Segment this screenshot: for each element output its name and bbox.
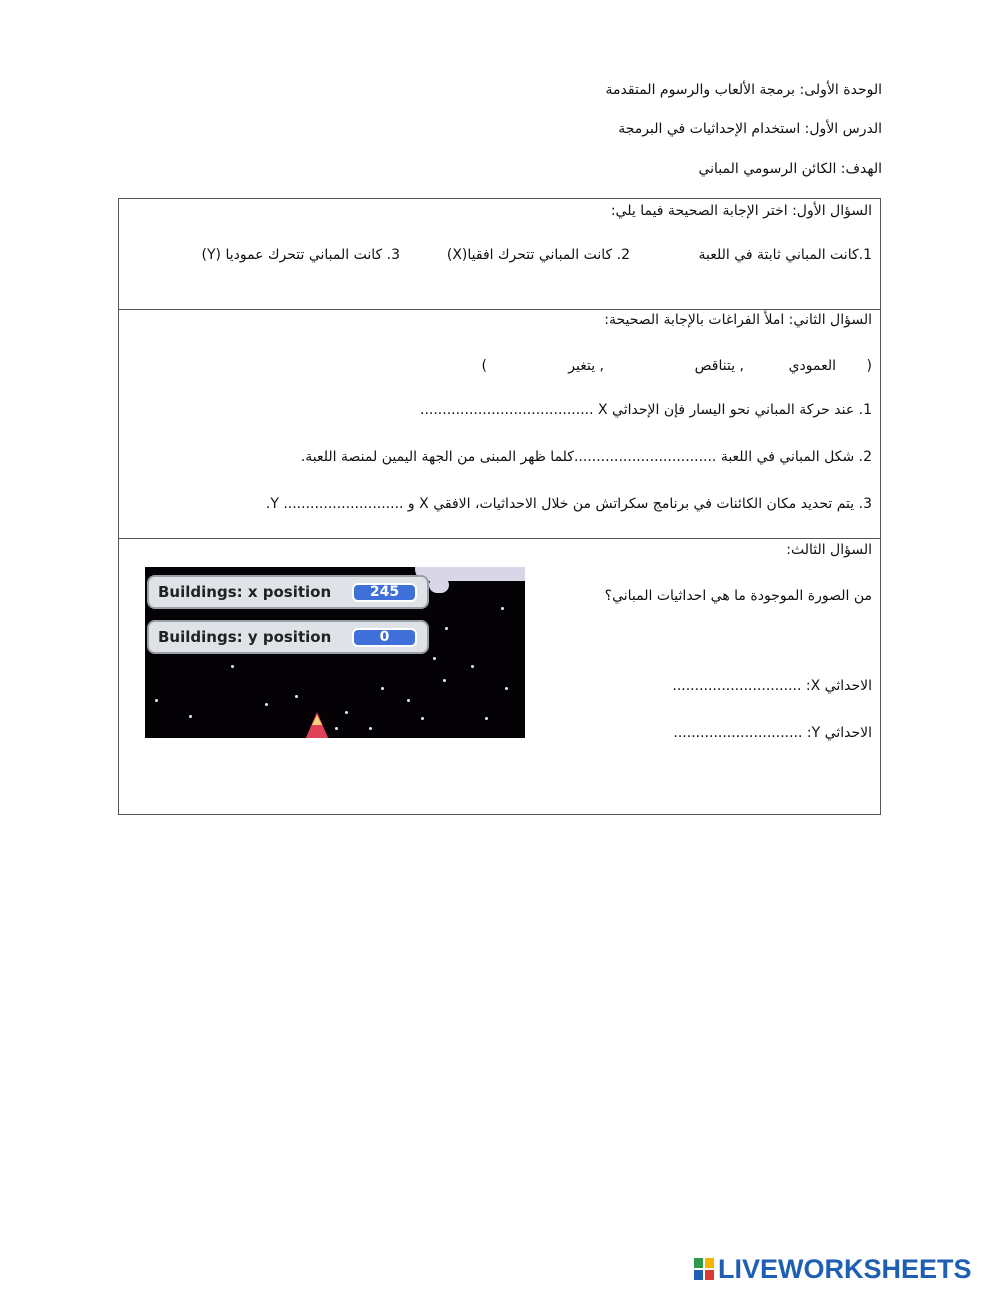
word-bank-word: العمودي	[788, 358, 836, 374]
scratch-stage-image	[145, 567, 525, 738]
star	[381, 687, 384, 690]
fill-blank-sentence-1[interactable]: 1. عند حركة المباني نحو اليسار فإن الإحداثي X .......................................	[420, 402, 872, 418]
star	[231, 665, 234, 668]
logo-square-icon	[693, 1257, 704, 1269]
star	[501, 607, 504, 610]
x-coordinate-answer[interactable]: الاحداثي X: .............................	[672, 678, 872, 694]
logo-square-icon	[704, 1269, 715, 1281]
x-position-value: 245	[352, 583, 417, 602]
star	[155, 699, 158, 702]
star	[189, 715, 192, 718]
y-position-label: Buildings: y position	[158, 628, 332, 646]
star	[433, 657, 436, 660]
question-2-box	[118, 309, 881, 539]
star	[407, 699, 410, 702]
star	[265, 703, 268, 706]
star	[421, 717, 424, 720]
star	[335, 727, 338, 730]
question-1-title: السؤال الأول: اختر الإجابة الصحيحة فيما يلي:	[610, 203, 872, 219]
rocket-tip-icon	[312, 715, 322, 725]
question-1-option-3[interactable]: 3. كانت المباني تتحرك عموديا (Y)	[201, 247, 400, 263]
question-2-title: السؤال الثاني: املأ الفراغات بالإجابة الصحيحة:	[604, 312, 872, 328]
star	[505, 687, 508, 690]
word-bank-word: , يتناقص	[694, 358, 744, 374]
question-3-prompt: من الصورة الموجودة ما هي احداثيات المباني؟	[604, 588, 872, 604]
cloud-shape	[429, 577, 449, 593]
star	[345, 711, 348, 714]
y-position-monitor	[147, 620, 429, 654]
logo-square-icon	[693, 1269, 704, 1281]
liveworksheets-logo	[693, 1254, 972, 1284]
goal-title: الهدف: الكائن الرسومي المباني	[698, 161, 882, 177]
y-coordinate-answer[interactable]: الاحداثي Y: .............................	[673, 725, 872, 741]
star	[485, 717, 488, 720]
question-3-box	[118, 538, 881, 815]
word-bank-close-paren: )	[481, 358, 487, 374]
word-bank-open-paren: (	[866, 358, 872, 374]
question-1-option-1[interactable]: 1.كانت المباني ثابتة في اللعبة	[698, 247, 872, 263]
question-1-box	[118, 198, 881, 310]
x-position-monitor	[147, 575, 429, 609]
fill-blank-sentence-2[interactable]: 2. شكل المباني في اللعبة ................................كلما ظهر المبنى من الجهة اليمين لمنصة اللعبة.	[300, 449, 872, 465]
x-position-label: Buildings: x position	[158, 583, 332, 601]
star	[369, 727, 372, 730]
question-1-option-2[interactable]: 2. كانت المباني تتحرك افقيا(X)	[446, 247, 630, 263]
word-bank-word: , يتغير	[568, 358, 604, 374]
star	[443, 679, 446, 682]
question-3-title: السؤال الثالث:	[786, 542, 872, 558]
star	[471, 665, 474, 668]
logo-square-icon	[704, 1257, 715, 1269]
liveworksheets-logo-text: LIVEWORKSHEETS	[718, 1253, 972, 1284]
y-position-value: 0	[352, 628, 417, 647]
fill-blank-sentence-3[interactable]: 3. يتم تحديد مكان الكائنات في برنامج سكراتش من خلال الاحداثيات، الافقي X و ........................... Y.	[265, 496, 872, 512]
star	[445, 627, 448, 630]
lesson-title: الدرس الأول: استخدام الإحداثيات في البرمجة	[618, 121, 882, 137]
liveworksheets-logo-mark-icon	[693, 1257, 715, 1281]
unit-title: الوحدة الأولى: برمجة الألعاب والرسوم المتقدمة	[605, 82, 882, 98]
star	[295, 695, 298, 698]
